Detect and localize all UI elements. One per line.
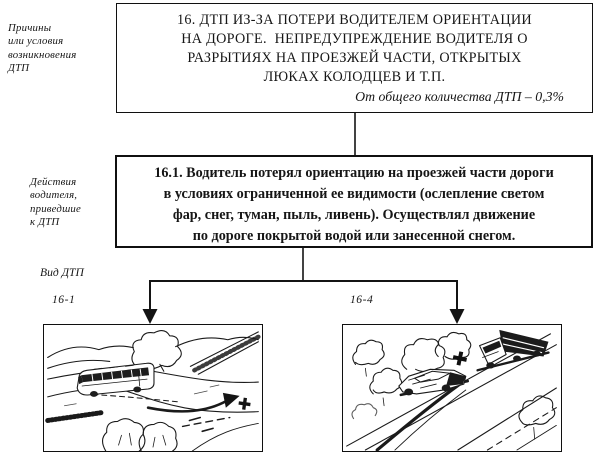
tree-trunk [534, 427, 535, 439]
crash-point-cross-icon [238, 397, 251, 410]
right-arrow-icon [223, 393, 240, 408]
road-edge [517, 425, 556, 450]
road-edge [192, 423, 258, 451]
cause-section-label-line: или условия [8, 35, 64, 48]
trench-edge [395, 390, 466, 450]
figure-16-1 [43, 324, 263, 452]
road-dashes [183, 418, 230, 427]
bush-icon [103, 419, 145, 451]
cause-box-text-line: РАЗРЫТИЯХ НА ПРОЕЗЖЕЙ ЧАСТИ, ОТКРЫТЫХ [187, 50, 522, 66]
embankment-hatch [194, 337, 258, 370]
action-box-text-line: фар, снег, туман, пыль, ливень). Осуществлял движение [172, 207, 536, 223]
figure-caption-16-1: 16-1 [52, 293, 76, 306]
action-section-label [30, 176, 81, 230]
road-edge [458, 388, 556, 450]
type-section-label: Вид ДТП [40, 266, 84, 279]
action-section-label-line: Действия [30, 176, 77, 188]
bus-losing-orientation-illustration [44, 325, 262, 451]
action-section-label-line: приведшие [30, 202, 82, 215]
tree-icon [353, 340, 384, 364]
bus-icon [77, 363, 154, 397]
grass-strip [48, 413, 102, 421]
road-dashes [189, 418, 213, 432]
tree-icon [370, 368, 402, 394]
hill-line [48, 360, 110, 368]
cause-box-text-line: 16. ДТП ИЗ-ЗА ПОТЕРИ ВОДИТЕЛЕМ ОРИЕНТАЦИИ [177, 12, 532, 28]
embankment-edge [190, 332, 258, 366]
action-box-text-line: в условиях ограниченной ее видимости (ослепление светом [163, 186, 545, 202]
road-edge [120, 389, 259, 412]
cause-section-label-line: возникновения [8, 48, 77, 61]
tree-icon [132, 331, 181, 370]
figure-caption-16-4: 16-4 [350, 293, 374, 306]
bush-icon [139, 422, 177, 451]
cause-section-label [8, 22, 76, 76]
action-box-text-line: 16.1. Водитель потерял ориентацию на проезжей части дороги [154, 165, 554, 181]
hill-line [48, 346, 134, 357]
truck-icon [478, 330, 549, 370]
action-box [115, 155, 593, 248]
crashed-car-icon [399, 369, 468, 395]
action-box-text-line: по дороге покрытой водой или занесенной снегом. [192, 228, 516, 244]
cause-section-label-line: ДТП [8, 62, 30, 75]
cause-box-text-line: ЛЮКАХ КОЛОДЦЕВ И Т.П. [263, 69, 446, 85]
cause-box-text-line: НА ДОРОГЕ. НЕПРЕДУПРЕЖДЕНИЕ ВОДИТЕЛЯ О [181, 31, 528, 47]
figure-16-4 [342, 324, 562, 452]
accident-share-note: От общего количества ДТП – 0,3% [355, 89, 564, 104]
down-arrow-icon [450, 309, 465, 324]
cause-section-label-line: Причины [8, 22, 52, 34]
car-truck-collision-illustration [343, 325, 561, 451]
trajectory-dashes [84, 394, 178, 402]
action-section-label-line: водителя, [30, 189, 78, 202]
down-arrow-icon [143, 309, 158, 324]
collision-cross-icon [452, 350, 468, 366]
cause-box [116, 3, 593, 113]
bush-icon [352, 404, 377, 419]
road-dashes [487, 408, 556, 450]
action-section-label-line: к ДТП [30, 216, 60, 229]
